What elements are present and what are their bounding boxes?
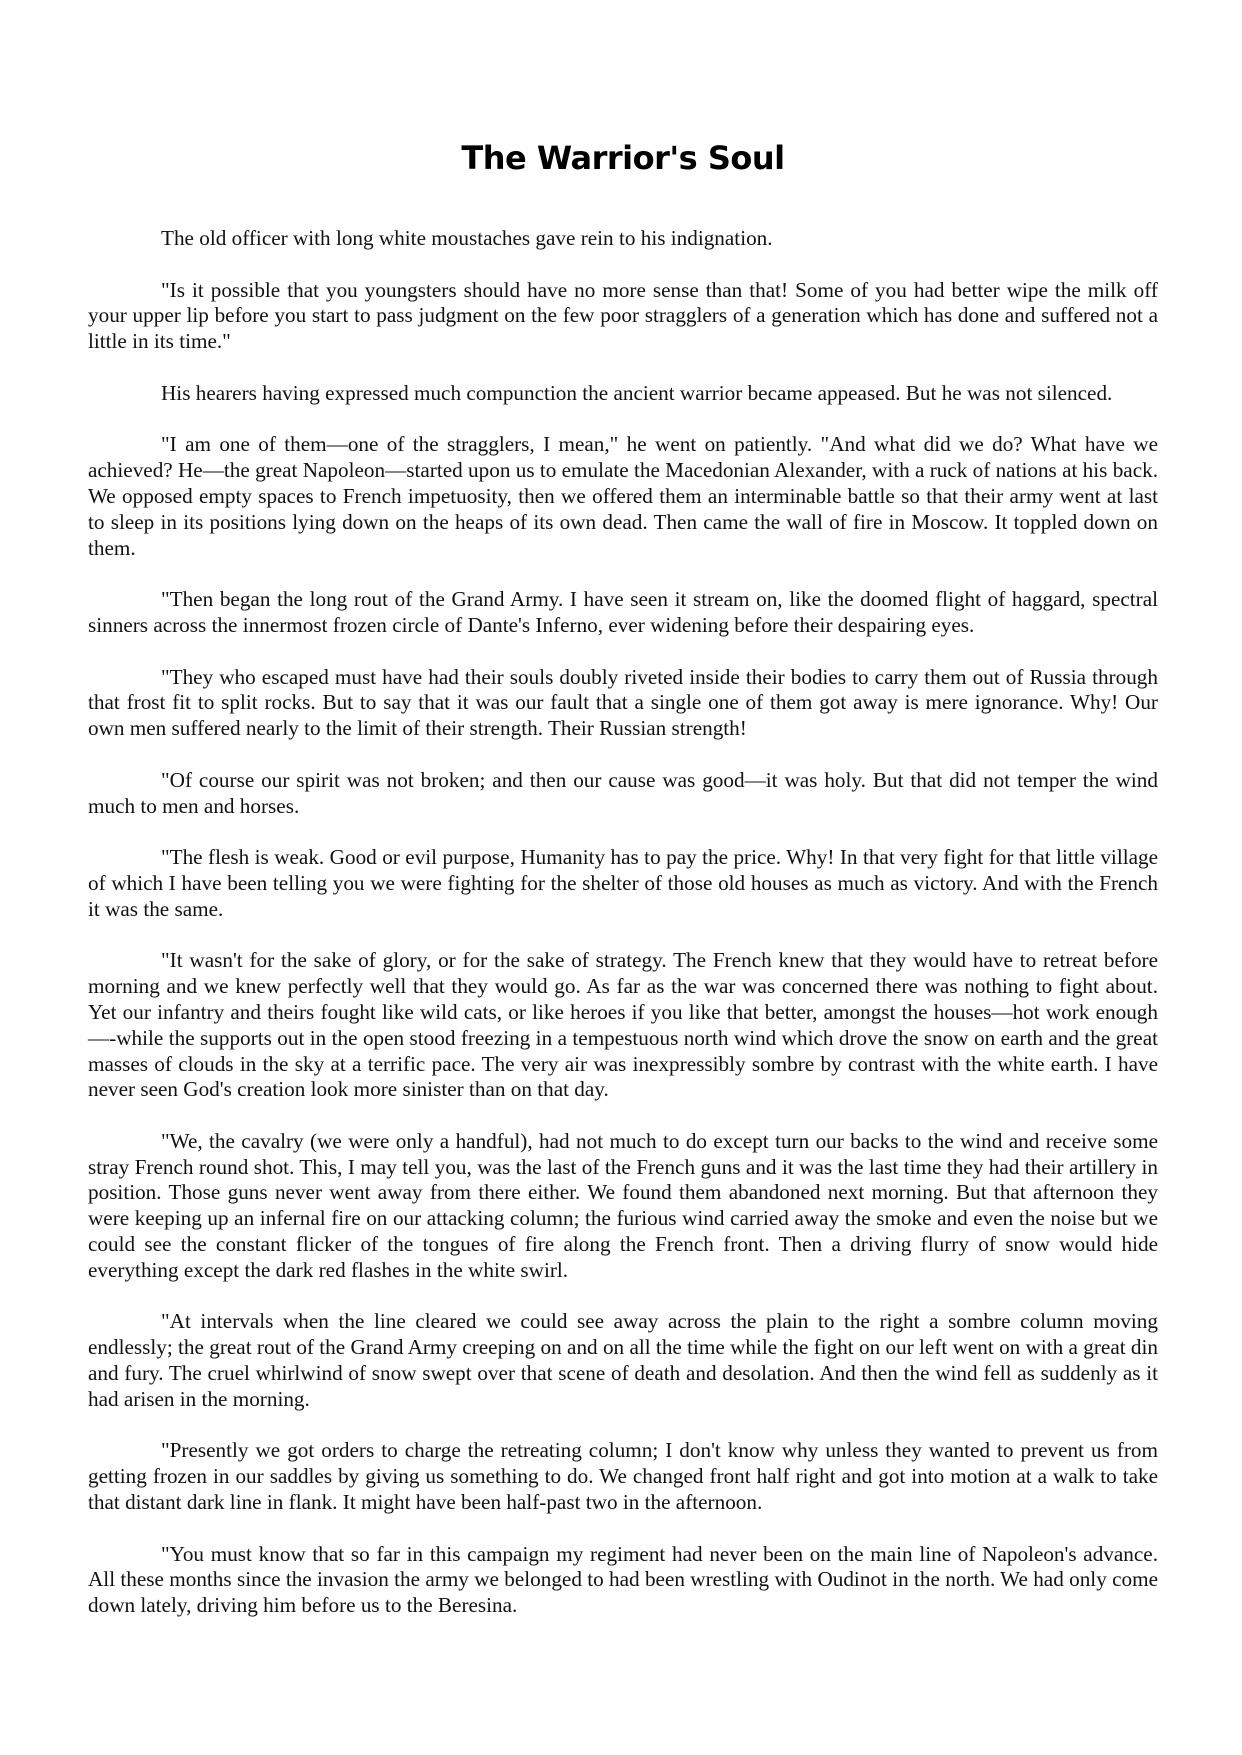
paragraph: "They who escaped must have had their souls doubly riveted inside their bodies to carry them out of Russia through that frost fit to split rocks. But to say that it was our fault that a single one of them got away is mere ignorance. Why! Our own men suffered nearly to the limit of their strength. Their Russian strength!	[88, 664, 1158, 741]
paragraph: "Is it possible that you youngsters should have no more sense than that! Some of you had better wipe the milk off your upper lip before you start to pass judgment on the few poor stragglers of a generation which has done and suffered not a little in its time."	[88, 277, 1158, 354]
paragraph: "Of course our spirit was not broken; and then our cause was good—it was holy. But that did not temper the wind much to men and horses.	[88, 767, 1158, 818]
paragraph: The old officer with long white moustaches gave rein to his indignation.	[161, 226, 773, 250]
paragraph: "At intervals when the line cleared we could see away across the plain to the right a sombre column moving endlessly; the great rout of the Grand Army creeping on and on all the time while the fight on our left went on with a great din and fury. The cruel whirlwind of snow swept over that scene of death and desolation. And then the wind fell as suddenly as it had arisen in the morning.	[88, 1309, 1158, 1411]
paragraph: "Presently we got orders to charge the retreating column; I don't know why unless they wanted to prevent us from getting frozen in our saddles by giving us something to do. We changed front half right and got into motion at a walk to take that distant dark line in flank. It might have been half-past two in the afternoon.	[88, 1438, 1158, 1515]
document-body	[88, 226, 1158, 1619]
paragraph: His hearers having expressed much compunction the ancient warrior became appeased. But he was not silenced.	[161, 380, 1113, 405]
paragraph: "We, the cavalry (we were only a handful), had not much to do except turn our backs to the wind and receive some stray French round shot. This, I may tell you, was the last of the French guns and it was the last time they had their artillery in position. Those guns never went away from there either. We found them abandoned next morning. But that afternoon they were keeping up an infernal fire on our attacking column; the furious wind carried away the smoke and even the noise but we could see the constant flicker of the tongues of fire along the French front. Then a driving flurry of snow would hide everything except the dark red flashes in the white swirl.	[88, 1128, 1158, 1282]
document-page	[88, 0, 1158, 1645]
document-title: The Warrior's Soul	[461, 139, 785, 177]
paragraph: "Then began the long rout of the Grand Army. I have seen it stream on, like the doomed flight of haggard, spectral sinners across the innermost frozen circle of Dante's Inferno, ever widening before their despairing eyes.	[88, 587, 1158, 637]
paragraph: "You must know that so far in this campaign my regiment had never been on the main line of Napoleon's advance. All these months since the invasion the army we belonged to had been wrestling with Oudinot in the north. We had only come down lately, driving him before us to the Beresina.	[88, 1541, 1158, 1618]
paragraph: "It wasn't for the sake of glory, or for the sake of strategy. The French knew that they would have to retreat before morning and we knew perfectly well that they would go. As far as the war was concerned there was nothing to fight about. Yet our infantry and theirs fought like wild cats, or like heroes if you like that better, amongst the houses—hot work enough—-while the supports out in the open stood freezing in a tempestuous north wind which drove the snow on earth and the great masses of clouds in the sky at a terrific pace. The very air was inexpressibly sombre by contrast with the white earth. I have never seen God's creation look more sinister than on that day.	[88, 948, 1158, 1102]
paragraph: "The flesh is weak. Good or evil purpose, Humanity has to pay the price. Why! In that very fight for that little village of which I have been telling you we were fighting for the shelter of those old houses as much as victory. And with the French it was the same.	[88, 845, 1158, 921]
paragraph: "I am one of them—one of the stragglers, I mean," he went on patiently. "And what did we do? What have we achieved? He—the great Napoleon—started upon us to emulate the Macedonian Alexander, with a ruck of nations at his back. We opposed empty spaces to French impetuosity, then we offered them an interminable battle so that their army went at last to sleep in its positions lying down on the heaps of its own dead. Then came the wall of fire in Moscow. It toppled down on them.	[88, 432, 1158, 560]
